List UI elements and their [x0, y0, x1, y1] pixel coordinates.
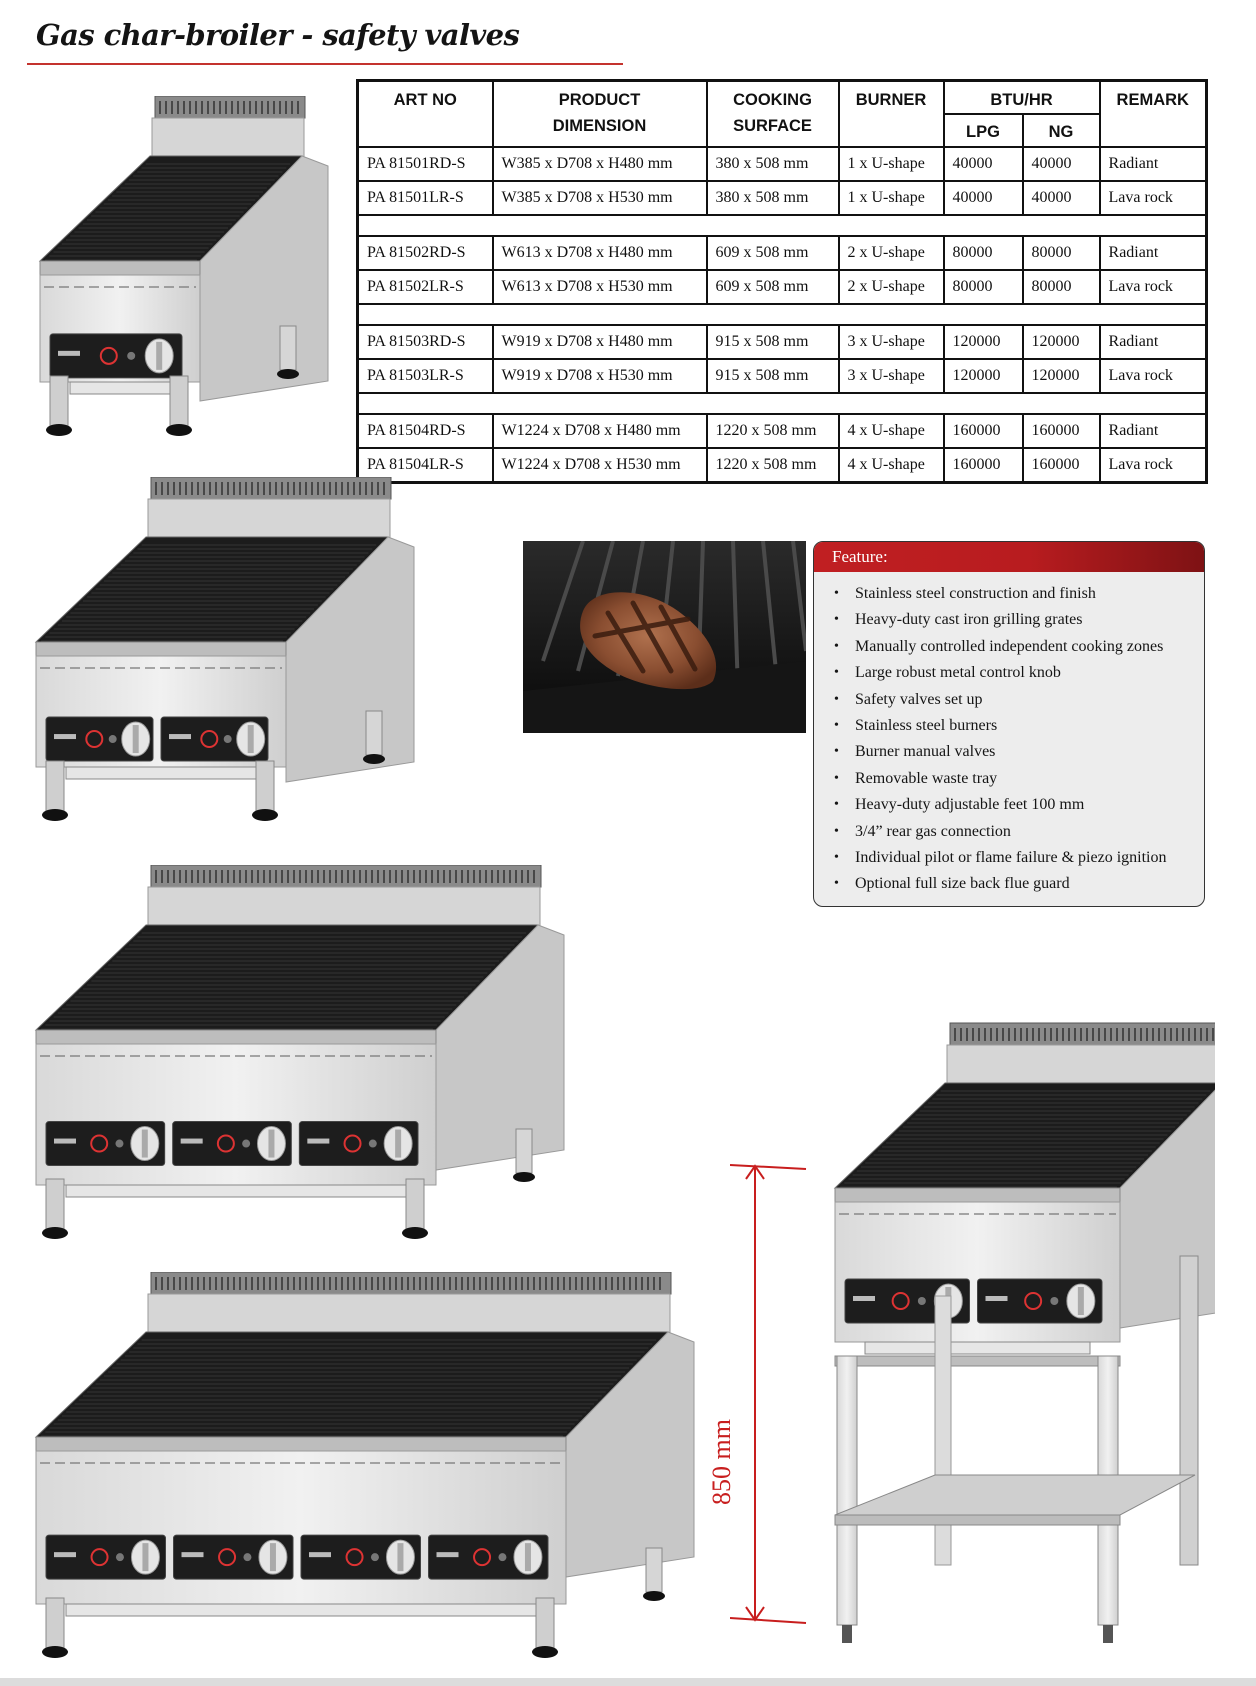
feature-item: • Heavy-duty cast iron grilling grates: [814, 607, 1204, 633]
table-row: [358, 270, 1207, 304]
feature-item: • Large robust metal control knob: [814, 660, 1204, 686]
table-cell-art-no: PA 81504LR-S: [358, 448, 493, 483]
table-cell-ng: 160000: [1023, 448, 1100, 483]
char-broiler-2-burner-image: [26, 477, 446, 833]
table-group-spacer: [358, 215, 1207, 236]
header-cooking-surface: [707, 81, 839, 148]
table-cell-ng: 120000: [1023, 359, 1100, 393]
table-cell-art-no: PA 81501LR-S: [358, 181, 493, 215]
table-cell-surface: 609 x 508 mm: [707, 236, 839, 270]
header-art-no: ART NO: [358, 81, 493, 148]
table-cell-lpg: 40000: [944, 147, 1023, 181]
feature-item: • Stainless steel burners: [814, 713, 1204, 739]
footer-strip: [0, 1678, 1256, 1686]
table-cell-remark: Radiant: [1100, 147, 1207, 181]
table-row: [358, 181, 1207, 215]
table-cell-ng: 160000: [1023, 414, 1100, 448]
table-cell-burner: 4 x U-shape: [839, 414, 944, 448]
table-cell-burner: 1 x U-shape: [839, 181, 944, 215]
table-cell-dimension: W385 x D708 x H480 mm: [493, 147, 707, 181]
table-row: [358, 147, 1207, 181]
table-cell-ng: 80000: [1023, 236, 1100, 270]
table-cell-ng: 80000: [1023, 270, 1100, 304]
feature-item: • Manually controlled independent cooking zones: [814, 634, 1204, 660]
header-line: DIMENSION: [552, 117, 647, 135]
table-cell-burner: 4 x U-shape: [839, 448, 944, 483]
header-remark: REMARK: [1100, 81, 1207, 148]
height-dimension-arrow: [730, 1155, 810, 1635]
table-cell-art-no: PA 81501RD-S: [358, 147, 493, 181]
table-cell-ng: 40000: [1023, 147, 1100, 181]
table-cell-lpg: 80000: [944, 236, 1023, 270]
feature-item: • Heavy-duty adjustable feet 100 mm: [814, 792, 1204, 818]
table-cell-dimension: W385 x D708 x H530 mm: [493, 181, 707, 215]
table-cell-burner: 1 x U-shape: [839, 147, 944, 181]
table-cell-lpg: 160000: [944, 448, 1023, 483]
table-cell-ng: 40000: [1023, 181, 1100, 215]
table-cell-art-no: PA 81502RD-S: [358, 236, 493, 270]
table-cell-surface: 380 x 508 mm: [707, 181, 839, 215]
table-cell-art-no: PA 81503RD-S: [358, 325, 493, 359]
table-cell-dimension: W919 x D708 x H530 mm: [493, 359, 707, 393]
table-cell-dimension: W1224 x D708 x H530 mm: [493, 448, 707, 483]
feature-item: • Burner manual valves: [814, 739, 1204, 765]
table-group-spacer: [358, 393, 1207, 414]
char-broiler-1-burner-image: [30, 96, 360, 448]
header-line: PRODUCT: [558, 91, 641, 109]
header-btu-hr: BTU/HR: [944, 81, 1100, 115]
table-cell-art-no: PA 81502LR-S: [358, 270, 493, 304]
char-broiler-4-burner-image: [26, 1272, 726, 1670]
header-line: SURFACE: [733, 117, 812, 135]
header-ng: NG: [1023, 114, 1100, 147]
table-cell-surface: 915 x 508 mm: [707, 359, 839, 393]
feature-box: [813, 541, 1205, 907]
table-cell-remark: Lava rock: [1100, 448, 1207, 483]
height-dimension-label: 850 mm: [707, 1419, 736, 1505]
table-cell-burner: 3 x U-shape: [839, 359, 944, 393]
feature-item: • Removable waste tray: [814, 766, 1204, 792]
feature-list: [814, 572, 1204, 898]
table-row: [358, 325, 1207, 359]
feature-heading: Feature:: [814, 542, 1204, 572]
header-line: COOKING: [733, 91, 812, 109]
char-broiler-on-stand-image: [795, 1005, 1215, 1675]
table-cell-lpg: 40000: [944, 181, 1023, 215]
char-broiler-3-burner-image: [26, 865, 596, 1251]
table-cell-art-no: PA 81503LR-S: [358, 359, 493, 393]
table-cell-surface: 1220 x 508 mm: [707, 448, 839, 483]
table-cell-dimension: W919 x D708 x H480 mm: [493, 325, 707, 359]
feature-item: • Safety valves set up: [814, 687, 1204, 713]
feature-item: • 3/4” rear gas connection: [814, 819, 1204, 845]
table-cell-remark: Lava rock: [1100, 181, 1207, 215]
header-burner: BURNER: [839, 81, 944, 148]
table-spacer-cell: [358, 304, 1207, 325]
table-cell-remark: Radiant: [1100, 236, 1207, 270]
table-row: [358, 414, 1207, 448]
table-cell-dimension: W613 x D708 x H480 mm: [493, 236, 707, 270]
table-cell-ng: 120000: [1023, 325, 1100, 359]
header-product-dimension: [493, 81, 707, 148]
table-cell-surface: 1220 x 508 mm: [707, 414, 839, 448]
table-header-row: [358, 81, 1207, 115]
table-cell-burner: 3 x U-shape: [839, 325, 944, 359]
feature-item: • Individual pilot or flame failure & piezo ignition: [814, 845, 1204, 871]
page-title: Gas char-broiler - safety valves: [36, 18, 520, 52]
table-cell-remark: Lava rock: [1100, 270, 1207, 304]
table-cell-burner: 2 x U-shape: [839, 236, 944, 270]
table-cell-surface: 380 x 508 mm: [707, 147, 839, 181]
table-body: [358, 147, 1207, 483]
header-lpg: LPG: [944, 114, 1023, 147]
table-cell-burner: 2 x U-shape: [839, 270, 944, 304]
table-cell-surface: 915 x 508 mm: [707, 325, 839, 359]
table-cell-remark: Radiant: [1100, 325, 1207, 359]
feature-item: • Optional full size back flue guard: [814, 871, 1204, 897]
table-cell-art-no: PA 81504RD-S: [358, 414, 493, 448]
table-cell-remark: Lava rock: [1100, 359, 1207, 393]
table-cell-dimension: W1224 x D708 x H480 mm: [493, 414, 707, 448]
table-cell-surface: 609 x 508 mm: [707, 270, 839, 304]
feature-item: • Stainless steel construction and finish: [814, 581, 1204, 607]
table-row: [358, 359, 1207, 393]
table-cell-lpg: 120000: [944, 325, 1023, 359]
table-row: [358, 448, 1207, 483]
spec-table: [356, 79, 1208, 484]
table-cell-dimension: W613 x D708 x H530 mm: [493, 270, 707, 304]
table-cell-lpg: 120000: [944, 359, 1023, 393]
table-row: [358, 236, 1207, 270]
table-group-spacer: [358, 304, 1207, 325]
table-cell-remark: Radiant: [1100, 414, 1207, 448]
steak-photo: [523, 541, 806, 733]
table-spacer-cell: [358, 215, 1207, 236]
table-spacer-cell: [358, 393, 1207, 414]
table-cell-lpg: 80000: [944, 270, 1023, 304]
table-cell-lpg: 160000: [944, 414, 1023, 448]
title-rule: [27, 63, 623, 65]
